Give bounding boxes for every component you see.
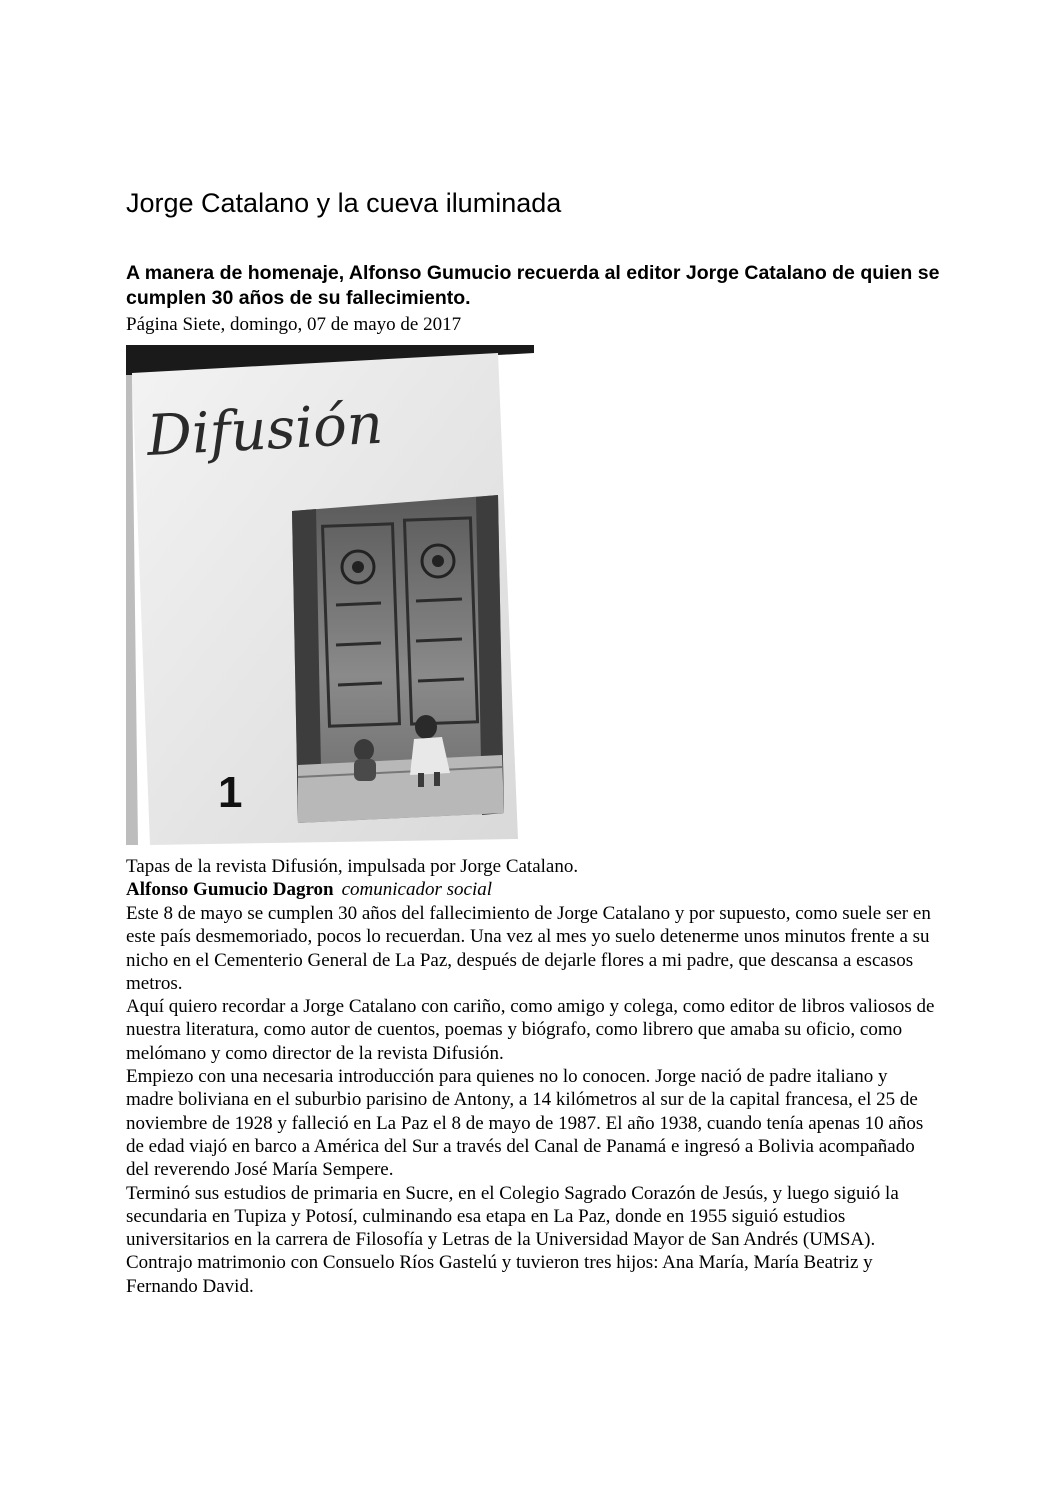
- magazine-cover-image: [126, 345, 534, 845]
- magazine-title: Difusión: [145, 391, 385, 469]
- article-subtitle: A manera de homenaje, Alfonso Gumucio recuerda al editor Jorge Catalano de quien se cumplen 30 años de su fallecimiento.: [126, 262, 940, 309]
- paragraph: Terminó sus estudios de primaria en Sucre, en el Colegio Sagrado Corazón de Jesús, y luego siguió la secundaria en Tupiza y Potosí, culminando esa etapa en La Paz, donde en 1955 siguió estudios universitarios en la carrera de Filosofía y Letras de la Universidad Mayor de San Andrés (UMSA). Contrajo matrimonio con Consuelo Ríos Gastelú y tuvieron tres hijos: Ana María, María Beatriz y Fernando David.: [126, 1182, 899, 1297]
- issue-number: 1: [218, 768, 243, 817]
- door-photograph: [292, 495, 504, 823]
- image-caption: Tapas de la revista Difusión, impulsada por Jorge Catalano.: [126, 856, 579, 877]
- byline: [126, 879, 492, 901]
- paragraph: Este 8 de mayo se cumplen 30 años del fallecimiento de Jorge Catalano y por supuesto, como suele ser en este país desmemoriado, pocos lo recuerdan. Una vez al mes yo suelo detenerme unos minutos frente a su nicho en el Cementerio General de La Paz, después de dejarle flores a mi padre, que descansa a escasos metros.: [126, 903, 931, 994]
- publication-source: Página Siete, domingo, 07 de mayo de 2017: [126, 314, 462, 335]
- author-name: Alfonso Gumucio Dagron: [126, 879, 334, 900]
- paragraph: Empiezo con una necesaria introducción para quienes no lo conocen. Jorge nació de padre italiano y madre boliviana en el suburbio parisino de Antony, a 14 kilómetros al sur de la capital francesa, el 25 de noviembre de 1928 y falleció en La Paz el 8 de mayo de 1987. El año 1938, cuando tenía apenas 10 años de edad viajó en barco a América del Sur a través del Canal de Panamá e ingresó a Bolivia acompañado del reverendo José María Sempere.: [126, 1066, 924, 1181]
- author-role: comunicador social: [341, 879, 493, 900]
- paragraph: Aquí quiero recordar a Jorge Catalano con cariño, como amigo y colega, como editor de libros valiosos de nuestra literatura, como autor de cuentos, poemas y biógrafo, como librero que amaba su oficio, como melómano y como director de la revista Difusión.: [126, 996, 935, 1064]
- article-title: Jorge Catalano y la cueva iluminada: [126, 188, 562, 218]
- article-body: [126, 902, 938, 1298]
